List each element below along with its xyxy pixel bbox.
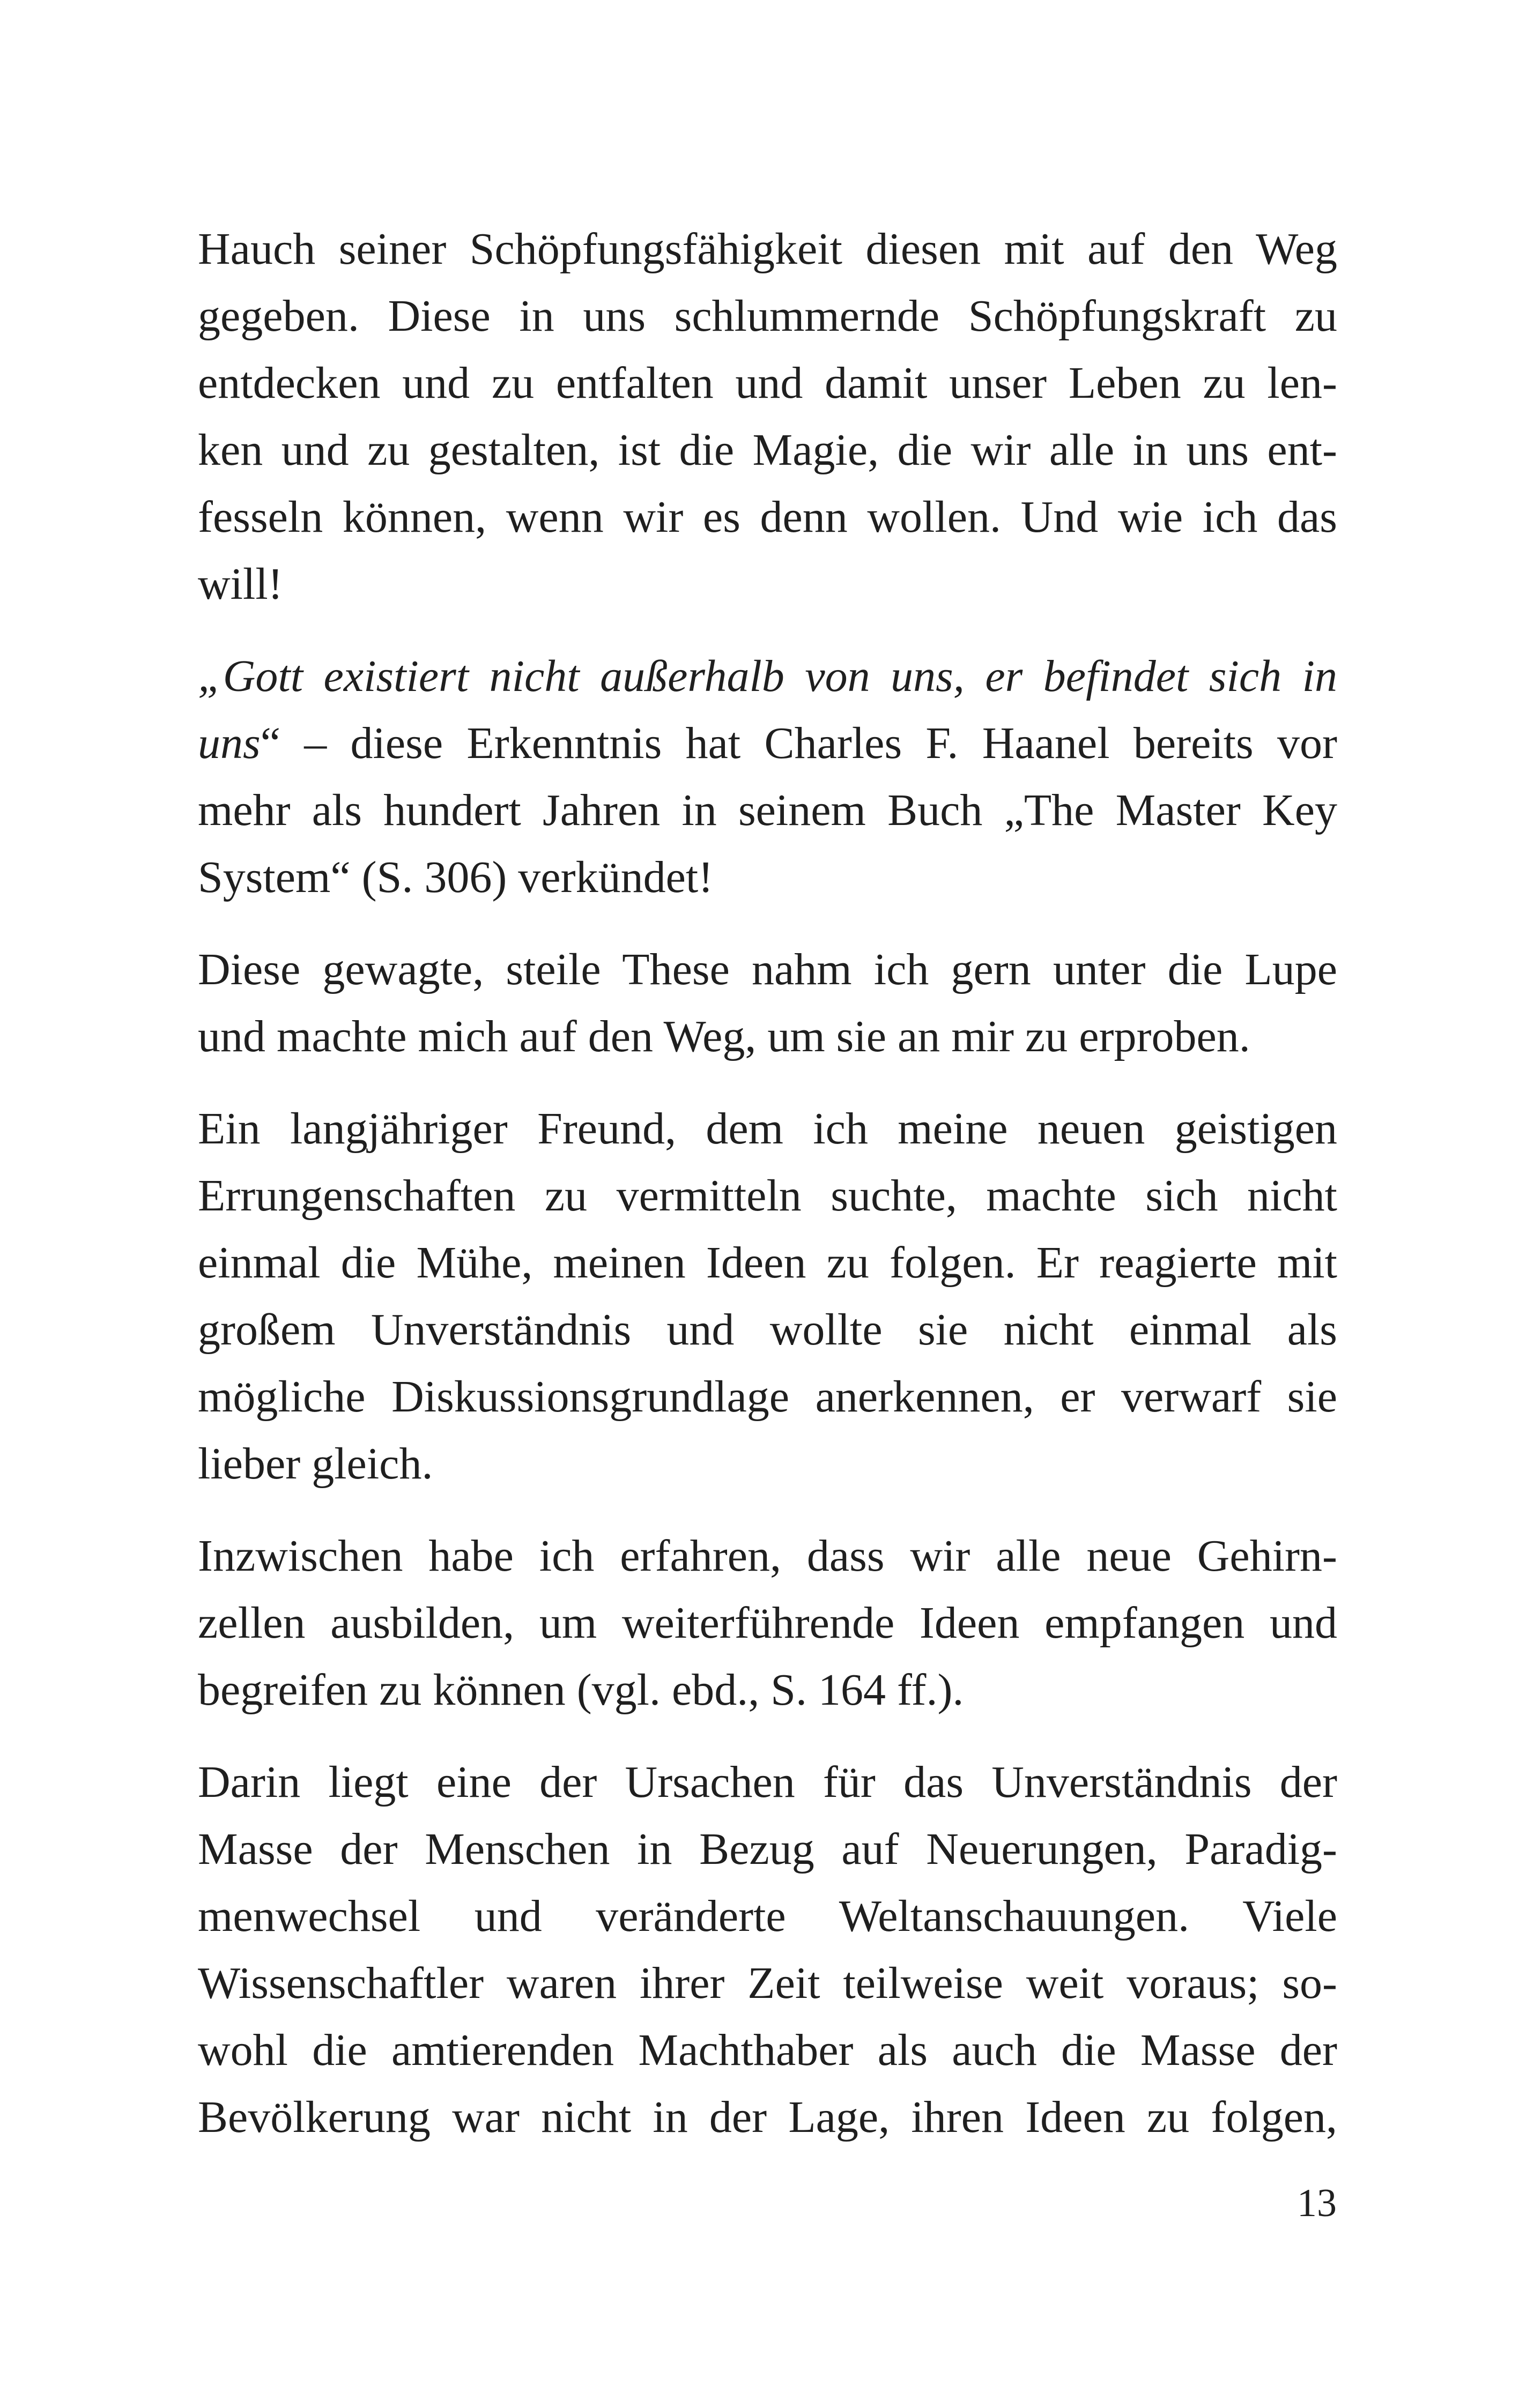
body-text xyxy=(198,215,1337,2151)
text-line: Bevölkerung war nicht in der Lage, ihren Ideen zu folgen, xyxy=(198,2092,1337,2142)
paragraph xyxy=(198,1522,1337,1723)
text-line: großem Unverständnis und wollte sie nicht einmal als xyxy=(198,1305,1337,1355)
text-line: lieber gleich. xyxy=(198,1439,433,1489)
text-line: Ein langjähriger Freund, dem ich meine neuen geistigen xyxy=(198,1104,1337,1154)
text-line: Errungenschaften zu vermitteln suchte, machte sich nicht xyxy=(198,1171,1337,1221)
text-line: Hauch seiner Schöpfungsfähigkeit diesen mit auf den Weg xyxy=(198,224,1337,274)
paragraph-quote xyxy=(198,643,1337,911)
paragraph xyxy=(198,1095,1337,1497)
text-line: Inzwischen habe ich erfahren, dass wir alle neue Gehirn- xyxy=(198,1531,1337,1581)
page-number: 13 xyxy=(1297,2181,1337,2225)
paragraph xyxy=(198,1749,1337,2151)
text-line: einmal die Mühe, meinen Ideen zu folgen. Er reagierte mit xyxy=(198,1238,1337,1288)
text-line: System“ (S. 306) verkündet! xyxy=(198,852,714,902)
quote-text: „Gott existiert nicht außerhalb von uns, er befindet sich in xyxy=(198,651,1337,701)
text-line: mögliche Diskussionsgrundlage anerkennen, er verwarf sie xyxy=(198,1372,1337,1422)
text-line: fesseln können, wenn wir es denn wollen. Und wie ich das xyxy=(198,492,1337,542)
text-line xyxy=(198,710,1337,777)
text-line: zellen ausbilden, um weiterführende Ideen empfangen und xyxy=(198,1598,1337,1648)
text-line: will! xyxy=(198,559,283,609)
paragraph xyxy=(198,936,1337,1070)
text-line xyxy=(198,643,1337,710)
text-line: begreifen zu können (vgl. ebd., S. 164 ff.). xyxy=(198,1665,964,1715)
text-line: und machte mich auf den Weg, um sie an mir zu erproben. xyxy=(198,1012,1250,1061)
text-line: Darin liegt eine der Ursachen für das Unverständnis der xyxy=(198,1757,1337,1807)
text-line: Wissenschaftler waren ihrer Zeit teilweise weit voraus; so- xyxy=(198,1958,1337,2008)
text-line: menwechsel und veränderte Weltanschauungen. Viele xyxy=(198,1891,1337,1941)
text-line: ken und zu gestalten, ist die Magie, die wir alle in uns ent- xyxy=(198,425,1337,475)
text-line: Masse der Menschen in Bezug auf Neuerungen, Paradig- xyxy=(198,1824,1337,1874)
text-line: gegeben. Diese in uns schlummernde Schöpfungskraft zu xyxy=(198,291,1337,341)
text-line: entdecken und zu entfalten und damit unser Leben zu len- xyxy=(198,358,1337,408)
text-line: mehr als hundert Jahren in seinem Buch „The Master Key xyxy=(198,785,1337,835)
text-segment: “ – diese Erkenntnis hat Charles F. Haanel bereits vor xyxy=(260,718,1337,768)
text-line: wohl die amtierenden Machthaber als auch die Masse der xyxy=(198,2025,1337,2075)
paragraph xyxy=(198,215,1337,618)
quote-text: uns xyxy=(198,718,261,768)
text-line: Diese gewagte, steile These nahm ich gern unter die Lupe xyxy=(198,945,1337,994)
